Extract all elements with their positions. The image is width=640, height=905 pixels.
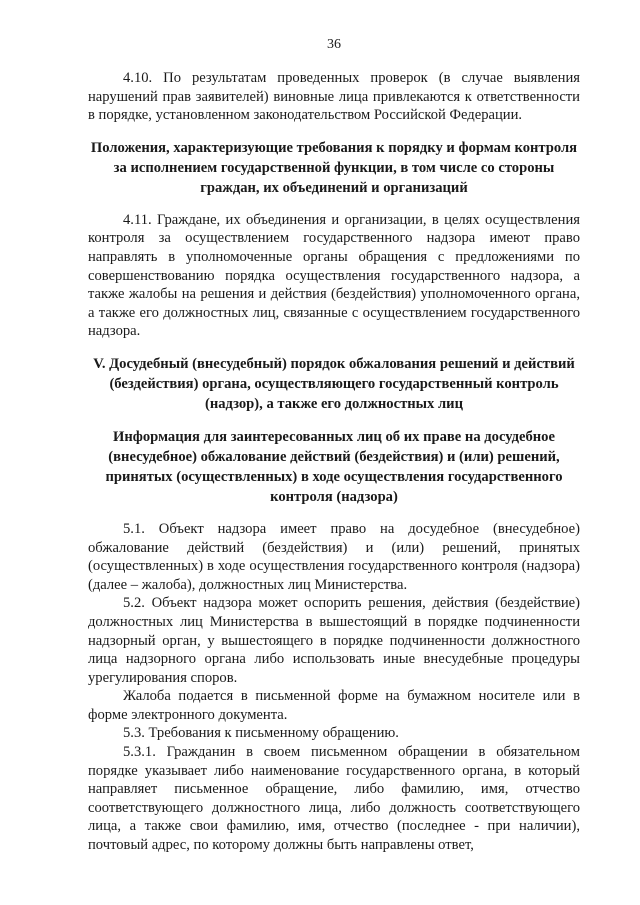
heading-control-requirements: Положения, характеризующие требования к порядку и формам контроля за исполнением государственной функции, в том числе со стороны граждан, их объединений и организаций [90, 139, 578, 196]
paragraph-4-10: 4.10. По результатам проведенных проверок (в случае выявления нарушений прав заявителей) виновные лица привлекаются к ответственности в порядке, установленном законодательством Российской Федерации. [88, 70, 580, 124]
heading-section-v: V. Досудебный (внесудебный) порядок обжалования решений и действий (бездействия) органа, осуществляющего государственный контроль (надзор), а также его должностных лиц [93, 355, 575, 412]
paragraph-5-2: 5.2. Объект надзора может оспорить решения, действия (бездействие) должностных лиц Министерства в вышестоящий в порядке подчиненности надзорный орган, у вышестоящего в порядке подчиненности должностного лица надзорного органа либо использовать иные внесудебные процедуры урегулирования споров. [88, 595, 580, 686]
paragraph-complaint-form: Жалоба подается в письменной форме на бумажном носителе или в форме электронного документа. [88, 688, 580, 723]
page-number: 36 [327, 37, 341, 52]
heading-appeal-information: Информация для заинтересованных лиц об их праве на досудебное (внесудебное) обжалование действий (бездействия) и (или) решений, принятых (осуществленных) в ходе осуществления государственного контроля (надзора) [105, 428, 563, 505]
paragraph-5-1: 5.1. Объект надзора имеет право на досудебное (внесудебное) обжалование действий (бездействия) и (или) решений, принятых (осуществленных) в ходе осуществления государственного контроля (надзора) (далее – жалоба), должностных лиц Министерства. [88, 520, 580, 593]
paragraph-5-3-1: 5.3.1. Гражданин в своем письменном обращении в обязательном порядке указывает либо наименование государственного органа, в который направляет письменное обращение, либо фамилию, имя, отчество соответствующего должностного лица, либо должность соответствующего лица, а также свои фамилию, имя, отчество (последнее - при наличии), почтовый адрес, по которому должны быть направлены ответ, [88, 744, 580, 854]
document-page [88, 36, 580, 855]
paragraph-5-3: 5.3. Требования к письменному обращению. [123, 725, 399, 742]
paragraph-4-11: 4.11. Граждане, их объединения и организации, в целях осуществления контроля за осуществлением государственного надзора имеют право направлять в уполномоченные органы обращения с предложениями по совершенствованию порядка осуществления государственного надзора, а также жалобы на решения и действия (бездействия) уполномоченного органа, а также его должностных лиц, связанные с осуществлением государственного надзора. [88, 211, 580, 340]
